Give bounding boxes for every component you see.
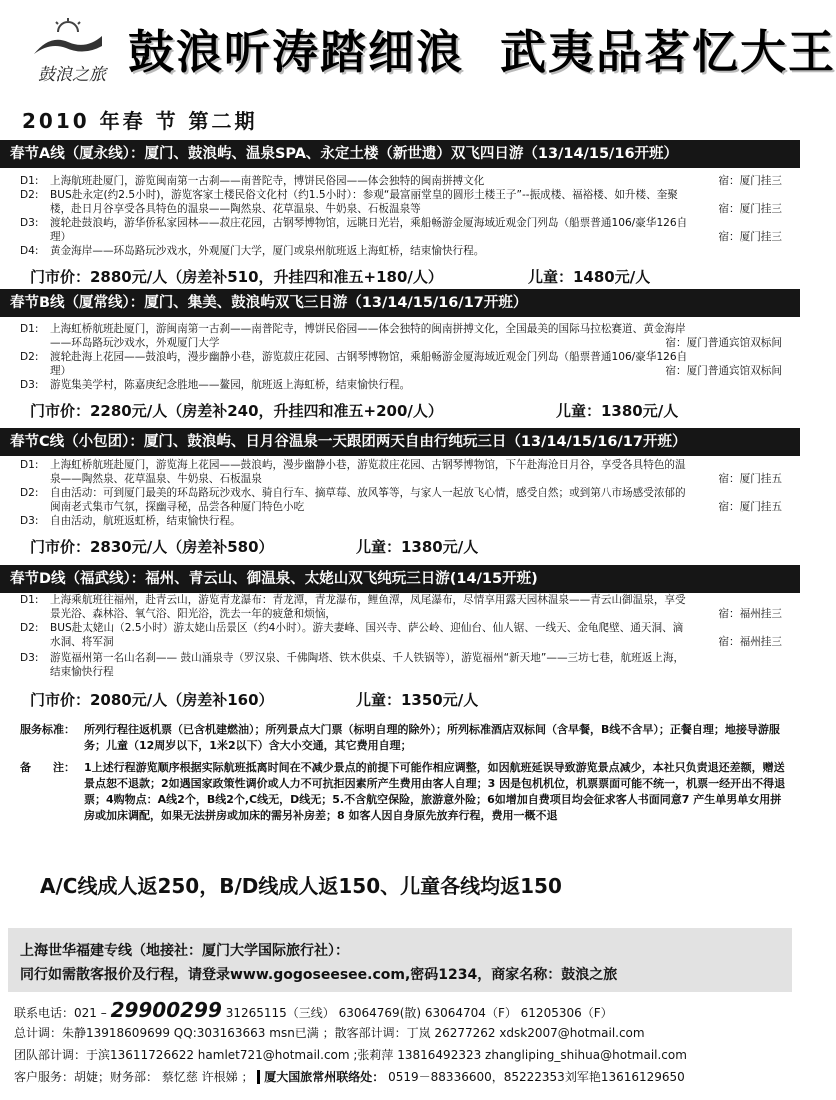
contact-row-4: 客户服务：胡婕；财务部： 蔡忆慈 许根娣 ； 厦大国旅常州联络处： 0519－88336600，85222353刘军艳13616129650 bbox=[14, 1070, 685, 1084]
route-d-child-price: 儿童：1350元/人 bbox=[356, 691, 479, 709]
footer-line-2: 同行如需散客报价及行程，请登录www.gogoseesee.com,密码1234，商家名称：鼓浪之旅 bbox=[20, 967, 618, 983]
contact-row-2: 总计调：朱静13918609699 QQ:303163663 msn已满 ；散客部计调：丁岚 26277262 xdsk2007@hotmail.com bbox=[14, 1026, 645, 1040]
route-c-price: 门市价：2830元/人（房差补580） bbox=[30, 538, 274, 556]
contact-row-3: 团队部计调：于滨13611726622 hamlet721@hotmail.com ;张莉萍 13816492323 zhangliping_shihua@hotmail.com bbox=[14, 1048, 687, 1062]
wave-sun-logo-icon bbox=[32, 18, 104, 58]
route-banner-c: 春节C线（小包团）：厦门、鼓浪屿、日月谷温泉一天跟团两天自由行纯玩三日（13/14/15/16/17开班） bbox=[0, 428, 800, 456]
route-a-child-price: 儿童：1480元/人 bbox=[528, 268, 651, 286]
route-c-child-price: 儿童：1380元/人 bbox=[356, 538, 479, 556]
branch-office-label: 厦大国旅常州联络处： bbox=[257, 1070, 384, 1084]
logo-text: 鼓浪之旅 bbox=[38, 65, 106, 85]
footer-line-1: 上海世华福建专线（地接社：厦门大学国际旅行社）： bbox=[20, 943, 349, 959]
main-phone-number: 29900299 bbox=[110, 998, 222, 1022]
contact-phone: 联系电话：021 – 29900299 31265115（三线） 63064769(散) 63064704（F） 61205306（F） bbox=[14, 998, 613, 1022]
logo bbox=[22, 18, 112, 88]
route-b-child-price: 儿童：1380元/人 bbox=[556, 402, 679, 420]
header bbox=[0, 0, 836, 133]
route-banner-d: 春节D线（福武线）：福州、青云山、御温泉、太姥山双飞纯玩三日游(14/15开班) bbox=[0, 565, 800, 593]
route-d-price: 门市价：2080元/人（房差补160） bbox=[30, 691, 274, 709]
route-b-price: 门市价：2280元/人（房差补240，升挂四和准五+200/人） bbox=[30, 402, 443, 420]
headline-left: 鼓浪听涛踏细浪 bbox=[128, 25, 464, 79]
issue-title: 2010 年春 节 第二期 bbox=[22, 109, 258, 133]
rebate-banner: A/C线成人返250，B/D线成人返150、儿童各线均返150 bbox=[40, 874, 562, 898]
headline-right: 武夷品茗忆大王 bbox=[500, 25, 836, 79]
route-banner-b: 春节B线（厦常线）：厦门、集美、鼓浪屿双飞三日游（13/14/15/16/17开班） bbox=[0, 289, 800, 317]
route-banner-a: 春节A线（厦永线）：厦门、鼓浪屿、温泉SPA、永定土楼（新世遗）双飞四日游（13/14/15/16开班） bbox=[0, 140, 800, 168]
route-a-price: 门市价：2880元/人（房差补510，升挂四和准五+180/人） bbox=[30, 268, 443, 286]
